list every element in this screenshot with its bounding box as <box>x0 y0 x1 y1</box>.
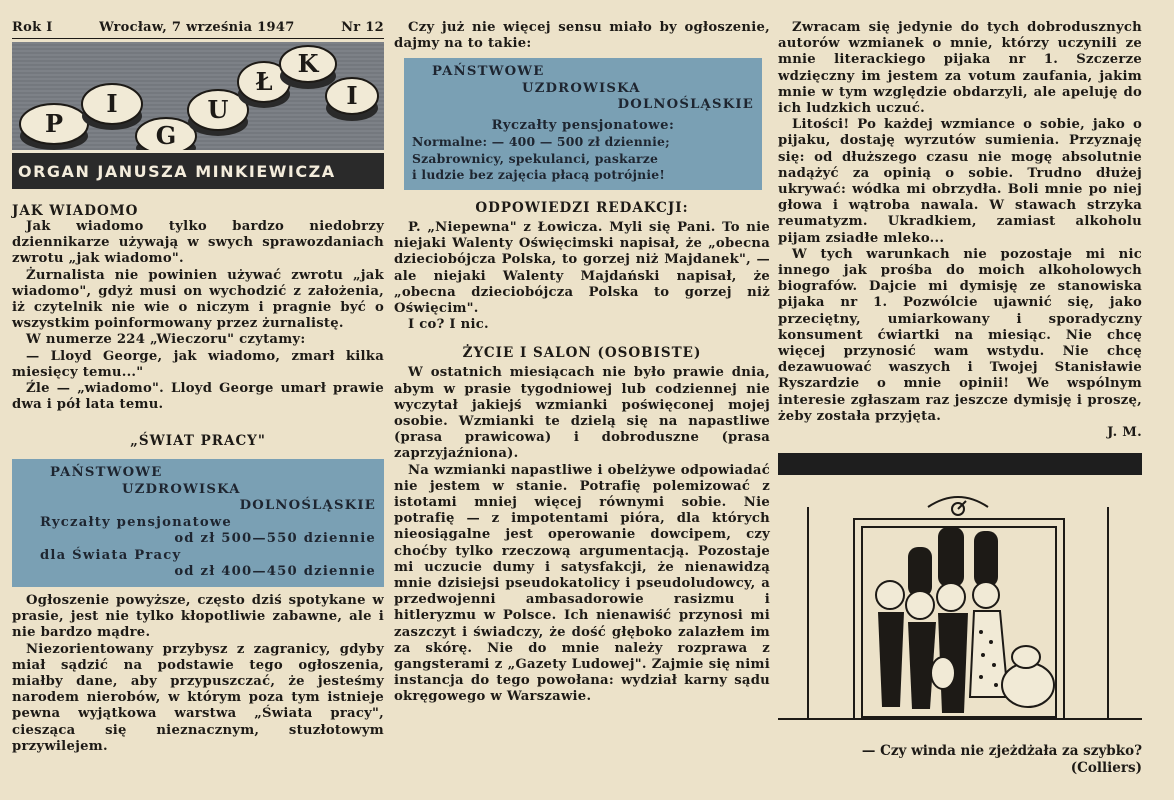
ad-line: Ryczałty pensjonatowe <box>40 514 233 530</box>
ad-line: UZDROWISKA <box>122 481 241 497</box>
ad-line: DOLNOŚLĄSKIE <box>617 97 754 113</box>
masthead-year: Rok I <box>12 20 53 35</box>
paragraph: Zwracam się jedynie do tych dobrodusznych autorów wzmianek o mnie, którzy uczynili ze mnie literackiego pijaka nr 1. Szczerze wdzięczny im jestem za votum zaufania, jakim mnie w tym względzie obdarzyli, ale apeluję do ich ludzkich uczuć. <box>778 20 1142 117</box>
paragraph: — Lloyd George, jak wiadomo, zmarł kilka miesięcy temu..." <box>12 348 384 380</box>
logo-subtitle: ORGAN JANUSZA MINKIEWICZA <box>12 150 384 189</box>
ad-line: DOLNOŚLĄSKIE <box>239 498 376 514</box>
logo-letter: Ł <box>255 67 273 96</box>
paragraph: P. „Niepewna" z Łowicza. Myli się Pani. To nie niejaki Walenty Oświęcimski napisał, że „obecna dzieciobójcza Polska, to gorzej niż Majdanek", — ale niejaki Walenty Majdański napisał, że „obecna dzieciobójcza Polska to gorzej niż Oświęcim". <box>394 219 770 316</box>
paragraph: W tych warunkach nie pozostaje mi nic innego jak prośba do moich alkoholowych biografów. Dajcie mi dymisję ze stanowiska pijaka nr 1. Pozwólcie ujawnić się, jako przeciętny, umiarkowany i sporadyczny konsument ćwiartki na miesiąc. Nie chcę więcej przynosić wam wstydu. Nie chcę dezawuować waszych i Twojej Stanisławie Ryszardzie o mnie opinii! We wspólnym interesie zgłaszam raz jeszcze dymisję i proszę, żeby została przyjęta. <box>778 246 1142 424</box>
pill-k <box>280 46 336 89</box>
column-3 <box>778 20 1142 776</box>
pigulki-logo <box>12 42 384 150</box>
logo-letter: I <box>106 89 118 118</box>
paragraph: W numerze 224 „Wieczoru" czytamy: <box>26 332 306 348</box>
paragraph: W ostatnich miesiącach nie było prawie dnia, abym w prasie tygodniowej lub codziennej nie wyczytał jakiejś wzmianki poświęconej mojej osobie. Wzmianki te dzielą się na napastliwe (prasa prawicowa) i dobroduszne (prasa zaprzyjaźniona). <box>394 365 770 462</box>
logo-letter: G <box>155 121 177 150</box>
ad-line: PAŃSTWOWE <box>432 64 545 80</box>
paragraph: Czy już nie więcej sensu miało by ogłoszenie, dajmy na to takie: <box>394 20 770 52</box>
advertisement-box-2 <box>404 58 762 190</box>
paragraph: Źle — „wiadomo". Lloyd George umarł prawie dwa i pół lata temu. <box>12 381 384 413</box>
pill-g <box>136 118 196 150</box>
paragraph: Niezorientowany przybysz z zagranicy, gdyby miał sądzić na podstawie tego ogłoszenia, miałby dane, aby przypuszczać, że jesteśmy narodem nierobów, w którym poza tym istnieje pewna wyjątkowa warstwa „Świata pracy", ciesząca się nieznacznym, stuzłotowym przywilejem. <box>12 641 384 754</box>
paragraph: Żurnalista nie powinien używać zwrotu „jak wiadomo", gdyż musi on wychodzić z założenia, iż czytelnik nie wie o niczym i pragnie być o wszystkim poinformowany przez żurnalistę. <box>12 267 384 332</box>
ad-line: dla Świata Pracy <box>40 547 182 563</box>
separator-bar <box>778 453 1142 475</box>
ad-line: Ryczałty pensjonatowe: <box>491 117 675 133</box>
ad-line: UZDROWISKA <box>522 80 641 96</box>
logo-letter: P <box>44 109 64 138</box>
masthead-date: Wrocław, 7 września 1947 <box>99 20 295 35</box>
logo-letter: K <box>297 49 319 78</box>
ad-line: Szabrownicy, spekulanci, paskarze <box>412 150 659 166</box>
pill-logo-graphic <box>12 42 384 150</box>
pill-i2 <box>326 78 378 121</box>
article-title-jak-wiadomo: JAK WIADOMO <box>12 203 139 219</box>
salon-title: ŻYCIE I SALON (OSOBISTE) <box>462 345 702 362</box>
ad-line: od zł 500—550 dziennie <box>174 531 376 547</box>
replies-title: ODPOWIEDZI REDAKCJI: <box>475 199 689 216</box>
pill-p <box>20 104 88 150</box>
column-2 <box>394 20 770 706</box>
masthead-issue: Nr 12 <box>341 20 384 35</box>
advertisement-box-1 <box>12 459 384 587</box>
signature: J. M. <box>1107 425 1142 441</box>
paragraph: I co? I nic. <box>408 317 489 333</box>
cartoon-elevator <box>778 487 1142 737</box>
paragraph: Jak wiadomo tylko bardzo niedobrzy dziennikarze używają w swych sprawozdaniach zwrotu „jak wiadomo". <box>12 219 384 267</box>
logo-letter: U <box>207 95 229 124</box>
logo-letter: I <box>346 81 358 110</box>
ad-line: Normalne: — 400 — 500 zł dziennie; <box>412 134 670 150</box>
ad-line: od zł 400—450 dziennie <box>174 564 376 580</box>
column-1 <box>12 0 384 755</box>
paragraph: Litości! Po każdej wzmiance o sobie, jako o pijaku, dostaję wyrzutów sumienia. Przyznaję się: od dłuższego czasu nie mogę absolutnie nadążyć za opinią o sobie. Trudno dłużej ukrywać: wódka mi obrzydła. Boli mnie po niej głowa i wątroba nawala. W stawach strzyka reumatyzm. Ukradkiem, zamiast alkoholu pijam zsiadłe mleko... <box>778 117 1142 246</box>
pill-i <box>82 84 142 130</box>
paragraph: Na wzmianki napastliwe i obelżywe odpowiadać nie jestem w stanie. Potrafię polemizować z istotami mniej więcej równymi sobie. Nie potrafię — z impotentami pióra, dla których nieosiągalne jest operowanie dowcipem, czy choćby tylko rzeczową argumentacją. Pozostaje mi uczucie dumy i satysfakcji, że nienawidzą mnie dzisiejsi pseudokatolicy i pseudoludowcy, a przedwojenni ambasadorowie rasizmu i hitleryzmu w Polsce. Ich nienawiść przynosi mi zaszczyt i świadczy, że dość głęboko zalazłem im za skórę. Nie do mnie należy rozprawa z gangsterami z „Gazety Ludowej". Zajmie się nimi instancja do tego powołana: wydział karny sądu okręgowego w Warszawie. <box>394 462 770 705</box>
masthead <box>12 0 384 39</box>
cartoon-source: (Colliers) <box>1070 759 1142 776</box>
paragraph: Ogłoszenie powyższe, często dziś spotykane w prasie, jest nie tylko kłopotliwie zabawne, ale i nie bardzo mądre. <box>12 592 384 641</box>
ad-line: i ludzie bez zajęcia płacą potrójnie! <box>412 167 665 183</box>
article-title-swiat-pracy: „ŚWIAT PRACY" <box>130 433 266 450</box>
cartoon-caption: — Czy winda nie zjeżdżała za szybko? <box>861 743 1142 760</box>
ad-line: PAŃSTWOWE <box>50 465 163 481</box>
